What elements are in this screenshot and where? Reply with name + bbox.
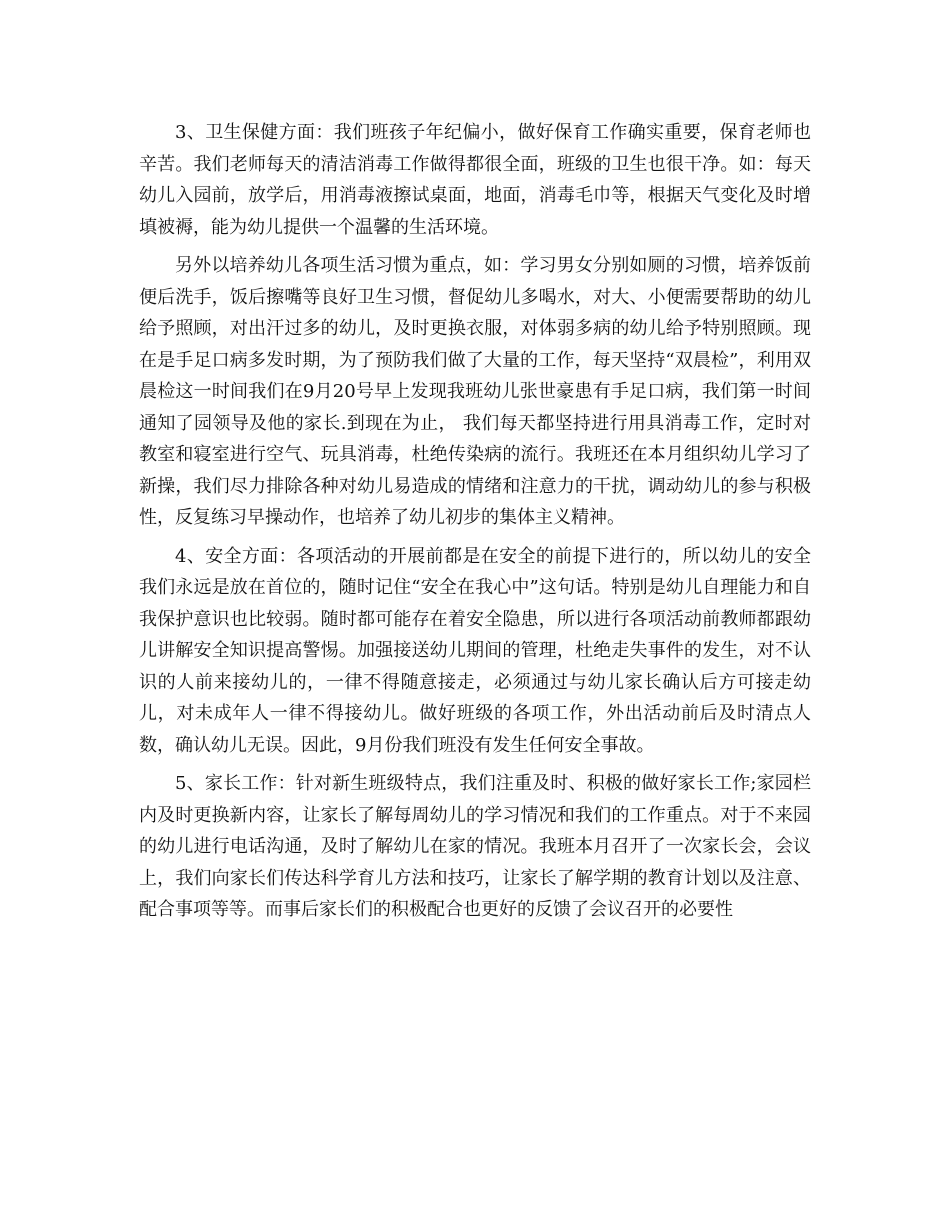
paragraph-living-habits: 另外以培养幼儿各项生活习惯为重点，如：学习男女分别如厕的习惯，培养饭前便后洗手，饭后擦嘴等良好卫生习惯，督促幼儿多喝水，对大、小便需要帮助的幼儿给予照顾，对出汗过多的幼儿，及时更换衣服，对体弱多病的幼儿给予特别照顾。现在是手足口病多发时期，为了预防我们做了大量的工作，每天坚持“双晨检”，利用双晨检这一时间我们在9月20号早上发现我班幼儿张世豪患有手足口病，我们第一时间通知了园领导及他的家长.到现在为止， 我们每天都坚持进行用具消毒工作，定时对教室和寝室进行空气、玩具消毒，杜绝传染病的流行。我班还在本月组织幼儿学习了新操，我们尽力排除各种对幼儿易造成的情绪和注意力的干扰，调动幼儿的参与积极性，反复练习早操动作，也培养了幼儿初步的集体主义精神。 [139,255,811,528]
paragraph-health-care: 3、卫生保健方面：我们班孩子年纪偏小，做好保育工作确实重要，保育老师也辛苦。我们老师每天的清洁消毒工作做得都很全面，班级的卫生也很干净。如：每天幼儿入园前，放学后，用消毒液擦试桌面，地面，消毒毛巾等，根据天气变化及时增填被褥，能为幼儿提供一个温馨的生活环境。 [139,122,811,238]
paragraph-safety: 4、安全方面：各项活动的开展前都是在安全的前提下进行的，所以幼儿的安全我们永远是放在首位的，随时记住“安全在我心中”这句话。特别是幼儿自理能力和自我保护意识也比较弱。随时都可能存在着安全隐患，所以进行各项活动前教师都跟幼儿讲解安全知识提高警惕。加强接送幼儿期间的管理，杜绝走失事件的发生，对不认识的人前来接幼儿的，一律不得随意接走，必须通过与幼儿家长确认后方可接走幼儿，对未成年人一律不得接幼儿。做好班级的各项工作，外出活动前后及时清点人数，确认幼儿无误。因此，9月份我们班没有发生任何安全事故。 [139,545,811,756]
document-body [139,117,811,933]
paragraph-parent-work: 5、家长工作：针对新生班级特点，我们注重及时、积极的做好家长工作;家园栏内及时更换新内容，让家长了解每周幼儿的学习情况和我们的工作重点。对于不来园的幼儿进行电话沟通，及时了解幼儿在家的情况。我班本月召开了一次家长会，会议上，我们向家长们传达科学育儿方法和技巧，让家长了解学期的教育计划以及注意、配合事项等等。而事后家长们的积极配合也更好的反馈了会议召开的必要性 [139,773,811,920]
